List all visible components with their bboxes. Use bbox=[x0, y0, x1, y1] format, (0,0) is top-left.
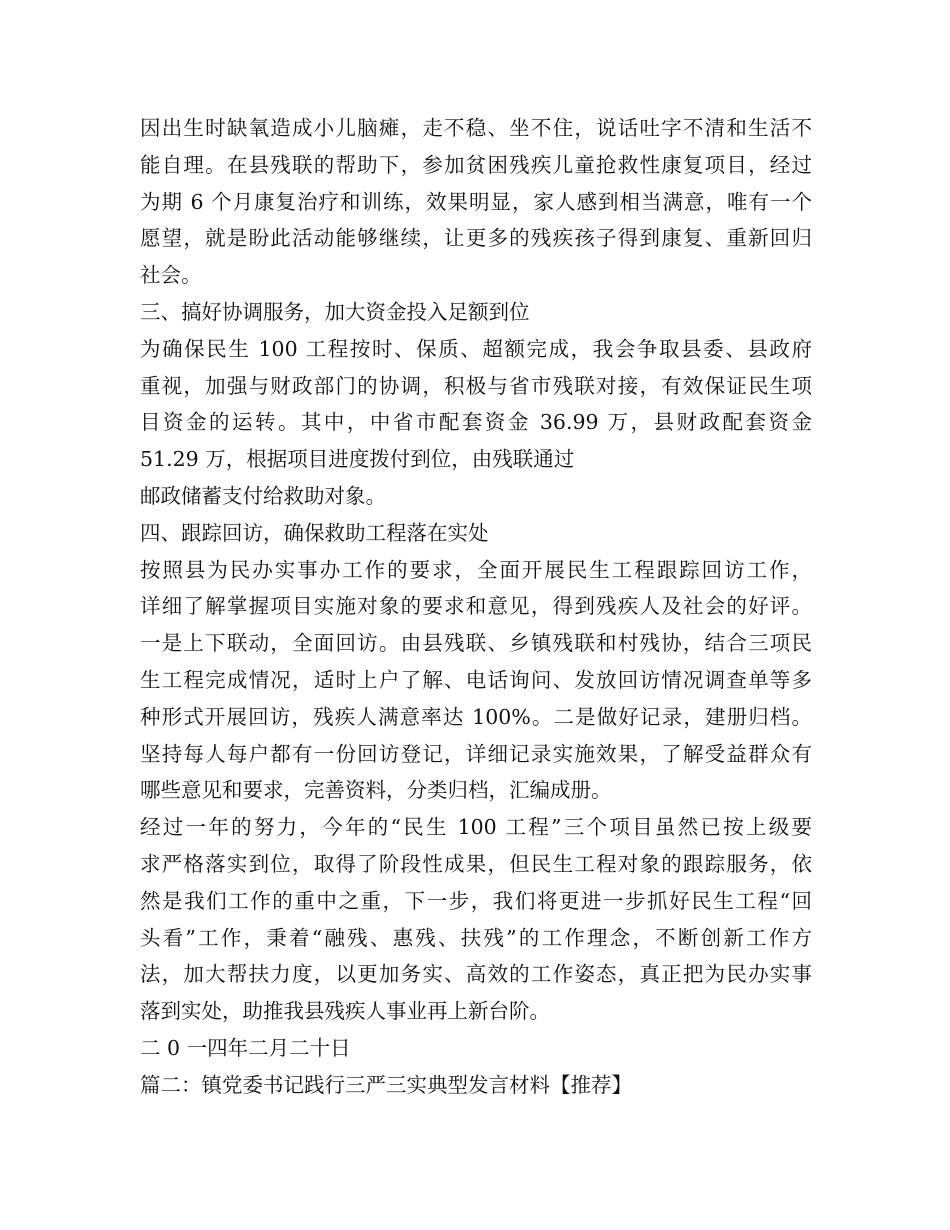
body-line: 求严格落实到位，取得了阶段性成果，但民生工程对象的跟踪服务，依 bbox=[140, 851, 812, 876]
body-line: 一是上下联动，全面回访。由县残联、乡镇残联和村残协，结合三项民 bbox=[140, 631, 812, 656]
body-line: 种形式开展回访，残疾人满意率达 100%。二是做好记录，建册归档。 bbox=[140, 704, 812, 729]
body-line: 生工程完成情况，适时上户了解、电话询问、发放回访情况调查单等多 bbox=[140, 667, 812, 692]
body-line: 然是我们工作的重中之重，下一步，我们将更进一步抓好民生工程“回 bbox=[140, 888, 812, 913]
body-line: 头看”工作，秉着“融残、惠残、扶残”的工作理念，不断创新工作方 bbox=[140, 925, 812, 950]
body-line: 重视，加强与财政部门的协调，积极与省市残联对接，有效保证民生项 bbox=[140, 373, 812, 398]
body-line: 法，加大帮扶力度，以更加务实、高效的工作姿态，真正把为民办实事 bbox=[140, 962, 812, 987]
body-line: 坚持每人每户都有一份回访登记，详细记录实施效果，了解受益群众有 bbox=[140, 741, 812, 766]
body-line: 愿望，就是盼此活动能够继续，让更多的残疾孩子得到康复、重新回归 bbox=[140, 226, 812, 251]
body-line: 51.29 万，根据项目进度拨付到位，由残联通过 bbox=[140, 447, 575, 472]
body-line: 按照县为民办实事办工作的要求，全面开展民生工程跟踪回访工作， bbox=[140, 557, 812, 582]
body-line: 哪些意见和要求，完善资料，分类归档，汇编成册。 bbox=[140, 778, 612, 803]
date-line: 二 0 一四年二月二十日 bbox=[140, 1035, 351, 1060]
section-heading-3: 三、搞好协调服务，加大资金投入足额到位 bbox=[140, 299, 530, 324]
body-line: 社会。 bbox=[140, 263, 202, 288]
body-line: 为期 6 个月康复治疗和训练，效果明显，家人感到相当满意，唯有一个 bbox=[140, 189, 812, 214]
body-line: 经过一年的努力，今年的“民生 100 工程”三个项目虽然已按上级要 bbox=[140, 815, 812, 840]
body-line: 目资金的运转。其中，中省市配套资金 36.99 万，县财政配套资金 bbox=[140, 410, 812, 435]
next-article-title: 篇二：镇党委书记践行三严三实典型发言材料【推荐】 bbox=[140, 1072, 632, 1097]
body-line: 落到实处，助推我县残疾人事业再上新台阶。 bbox=[140, 999, 550, 1024]
document-body bbox=[140, 110, 812, 1104]
section-heading-4: 四、跟踪回访，确保救助工程落在实处 bbox=[140, 520, 489, 545]
body-line: 为确保民生 100 工程按时、保质、超额完成，我会争取县委、县政府 bbox=[140, 336, 812, 361]
body-line: 能自理。在县残联的帮助下，参加贫困残疾儿童抢救性康复项目，经过 bbox=[140, 152, 812, 177]
body-line: 邮政储蓄支付给救助对象。 bbox=[140, 483, 386, 508]
body-line: 因出生时缺氧造成小儿脑瘫，走不稳、坐不住，说话吐字不清和生活不 bbox=[140, 116, 812, 140]
body-line: 详细了解掌握项目实施对象的要求和意见，得到残疾人及社会的好评。 bbox=[140, 594, 812, 619]
